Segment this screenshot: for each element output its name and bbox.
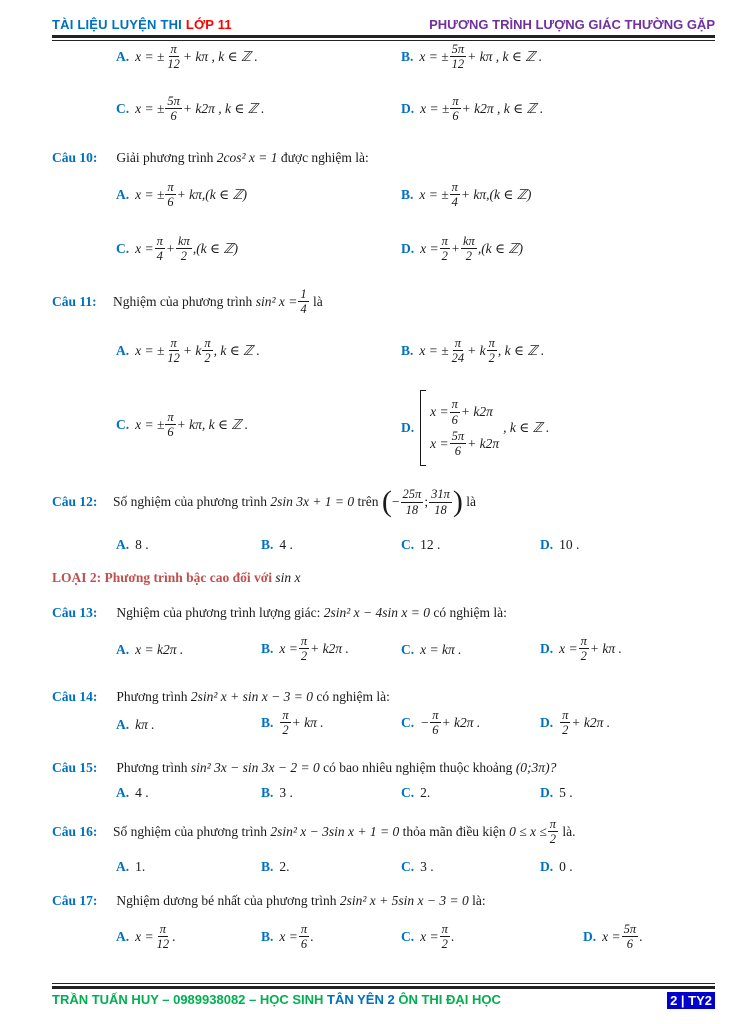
question-text: có bao nhiêu nghiệm thuộc khoảng (323, 760, 513, 775)
denominator: 6 (626, 937, 633, 952)
numerator: π (432, 708, 439, 722)
question-11 (52, 287, 323, 317)
denominator: 6 (170, 109, 177, 124)
denominator: 2 (549, 832, 556, 847)
footer-credit (52, 992, 501, 1007)
numerator: π (452, 94, 459, 108)
option-label: A. (116, 859, 130, 874)
denominator: 2 (488, 351, 495, 366)
question-text: là. (562, 823, 576, 839)
fraction (440, 234, 450, 264)
math: + kπ , k ∈ ℤ . (182, 48, 258, 64)
option-label: D. (540, 859, 554, 874)
option-label: C. (401, 537, 415, 552)
numerator: π (300, 922, 308, 936)
math: + k (467, 342, 486, 358)
math: x = ± (135, 186, 165, 202)
denominator: 4 (451, 195, 458, 210)
equation: sin² 3x − sin 3x − 2 = 0 (190, 760, 320, 775)
option-a (116, 336, 260, 366)
equation: 2sin² x + 5sin x − 3 = 0 (339, 893, 469, 908)
question-text: được nghiệm là: (280, 150, 369, 165)
math: x = (420, 928, 439, 944)
numerator: π (549, 817, 557, 831)
header-rule (52, 35, 715, 38)
option-value: 5 . (559, 785, 573, 800)
fraction (622, 922, 639, 952)
math: x = ± (135, 342, 165, 358)
math: + kπ . (589, 640, 622, 656)
option-label: D. (401, 420, 415, 435)
option-label: B. (261, 859, 274, 874)
math: + k (182, 342, 202, 358)
question-text: Nghiệm dương bé nhất của phương trình (116, 893, 337, 908)
option-label: A. (116, 537, 130, 552)
math: x = (430, 435, 449, 451)
system-bracket (420, 390, 426, 466)
option-c (116, 94, 265, 124)
denominator: 2 (204, 351, 211, 366)
math: , k ∈ ℤ . (213, 342, 260, 358)
math: x = (279, 640, 298, 656)
numerator: π (441, 922, 448, 936)
denominator: 2 (300, 649, 308, 664)
question-text: Số nghiệm của phương trình (113, 823, 267, 839)
page-number: 2 | TY2 (667, 992, 715, 1009)
option-d (540, 859, 573, 875)
question-text: là: (472, 893, 486, 908)
option-label: D. (540, 640, 554, 656)
option-label: A. (116, 717, 130, 732)
numerator: 1 (300, 287, 307, 301)
option-a (116, 922, 175, 952)
numerator: π (451, 397, 458, 412)
denominator: 12 (451, 57, 465, 72)
section-heading (52, 570, 300, 586)
math: x = (135, 240, 154, 256)
denominator: 12 (156, 937, 170, 952)
footer-rule-thin (52, 983, 715, 984)
math: + kπ,(k ∈ ℤ) (176, 186, 248, 202)
option-value: 4 . (279, 537, 293, 552)
option-a (116, 785, 149, 801)
denominator: 2 (465, 249, 473, 264)
denominator: 18 (405, 502, 419, 517)
question-10 (52, 150, 369, 166)
fraction (165, 94, 182, 124)
option-label: B. (401, 48, 414, 64)
option-c (401, 922, 454, 952)
numerator: π (562, 708, 569, 722)
option-d (540, 634, 622, 664)
separator: ; (424, 494, 429, 509)
numerator: 5π (167, 94, 180, 108)
option-value: 10 . (559, 537, 580, 552)
option-c (401, 708, 480, 738)
minus: − (391, 494, 400, 509)
question-text: trên (357, 494, 379, 509)
option-value: 3 . (279, 785, 293, 800)
option-label: B. (261, 785, 274, 800)
option-b (261, 708, 324, 738)
question-number: Câu 10: (52, 150, 98, 165)
section-title: LOẠI 2: Phương trình bậc cao đối với (52, 570, 272, 585)
numerator: π (451, 180, 458, 194)
option-c (116, 410, 248, 440)
fraction (579, 634, 589, 664)
fraction (155, 922, 172, 952)
math: + kπ, k ∈ ℤ . (176, 416, 249, 432)
math: x = ± (135, 416, 165, 432)
option-label: B. (261, 928, 274, 944)
math: x = ± (420, 100, 450, 116)
option-label: A. (116, 642, 130, 657)
option-label: C. (401, 859, 415, 874)
denominator: 6 (300, 937, 308, 952)
footer-school: TÂN YÊN 2 (327, 992, 395, 1007)
math: + (450, 240, 460, 256)
numerator: π (167, 180, 174, 194)
option-b (261, 859, 290, 875)
option-b (261, 922, 314, 952)
fraction (548, 817, 558, 847)
math: , k ∈ ℤ . (503, 420, 550, 435)
math: . (450, 928, 455, 944)
numerator: 5π (623, 922, 637, 936)
numerator: π (159, 922, 166, 936)
option-c (401, 537, 440, 553)
option-a (116, 717, 155, 733)
fraction (461, 234, 477, 264)
fraction (165, 42, 182, 72)
fraction (299, 634, 309, 664)
math: x = (602, 928, 621, 944)
math: + k2π , k ∈ ℤ . (182, 100, 265, 116)
fraction (299, 922, 309, 952)
fraction (429, 487, 452, 517)
math: x = (279, 928, 298, 944)
option-a (116, 642, 183, 658)
option-d (401, 234, 523, 264)
footer-author: TRẦN TUẤN HUY – 0989938082 – HỌC SINH (52, 992, 324, 1007)
option-a (116, 859, 145, 875)
header-grade: LỚP 11 (185, 17, 232, 32)
math: x = ± (419, 342, 449, 358)
option-label: C. (401, 714, 415, 730)
fraction (401, 487, 424, 517)
question-number: Câu 11: (52, 293, 97, 309)
fraction (202, 336, 212, 366)
question-text: Số nghiệm của phương trình (113, 494, 267, 509)
option-label: A. (116, 48, 130, 64)
fraction (450, 397, 460, 427)
question-text: là (312, 293, 323, 309)
option-label: C. (401, 642, 415, 657)
math: + k2π . (310, 640, 349, 656)
option-a (116, 180, 247, 210)
question-text: Nghiệm của phương trình lượng giác: (116, 605, 321, 620)
numerator: π (170, 42, 177, 56)
equation: 2sin² x + sin x − 3 = 0 (190, 689, 313, 704)
denominator: 12 (167, 351, 180, 366)
option-value: 1. (135, 859, 146, 874)
condition: 0 ≤ x ≤ (509, 823, 547, 839)
option-label: D. (401, 240, 415, 256)
math: , k ∈ ℤ . (497, 342, 545, 358)
option-d (540, 708, 610, 738)
system-row (430, 397, 499, 427)
question-17 (52, 893, 486, 909)
option-b (401, 336, 544, 366)
denominator: 4 (300, 302, 307, 317)
equation: 2sin 3x + 1 = 0 (270, 494, 355, 509)
denominator: 6 (454, 444, 461, 459)
fraction (280, 708, 290, 738)
denominator: 24 (451, 351, 465, 366)
option-value: x = kπ . (420, 642, 462, 657)
math: − (420, 714, 430, 730)
system-row (430, 429, 499, 459)
option-c (116, 234, 238, 264)
option-value: 12 . (420, 537, 441, 552)
math: ,(k ∈ ℤ) (477, 240, 523, 256)
option-label: D. (401, 100, 415, 116)
header-rule-thin (52, 40, 715, 41)
math: . (172, 928, 176, 944)
math: + kπ . (291, 714, 324, 730)
option-b (261, 634, 349, 664)
option-b (401, 42, 542, 72)
option-label: B. (261, 640, 274, 656)
option-label: B. (261, 714, 274, 730)
denominator: 2 (441, 249, 448, 264)
denominator: 6 (167, 425, 174, 440)
math: + k2π (460, 404, 493, 420)
option-label: D. (540, 785, 554, 800)
option-label: B. (261, 537, 274, 552)
option-label: C. (116, 100, 130, 116)
numerator: π (204, 336, 211, 350)
option-c (401, 785, 430, 801)
option-value: 4 . (135, 785, 149, 800)
math: x = (135, 928, 154, 944)
numerator: 31π (431, 487, 450, 502)
denominator: 4 (156, 249, 163, 264)
option-b (401, 180, 531, 210)
numerator: π (454, 336, 462, 350)
option-label: B. (401, 186, 414, 202)
numerator: π (580, 634, 587, 648)
option-value: 3 . (420, 859, 434, 874)
option-d (540, 537, 579, 553)
denominator: 2 (580, 649, 587, 664)
equation: 2sin² x − 4sin x = 0 (323, 605, 431, 620)
option-value: 0 . (559, 859, 573, 874)
numerator: π (441, 234, 448, 248)
option-c (401, 642, 461, 658)
denominator: 2 (282, 723, 289, 738)
math: x = ± (135, 48, 165, 64)
option-value: kπ . (135, 717, 155, 732)
option-label: C. (401, 785, 415, 800)
fraction (298, 287, 308, 317)
question-number: Câu 13: (52, 605, 98, 620)
denominator: 2 (562, 723, 569, 738)
math: + (165, 240, 175, 256)
denominator: 2 (441, 937, 448, 952)
interval: (0;3π)? (515, 760, 557, 775)
fraction (165, 410, 175, 440)
numerator: kπ (463, 234, 475, 248)
denominator: 12 (167, 57, 180, 72)
question-text: là (466, 494, 476, 509)
numerator: 5π (451, 42, 465, 56)
denominator: 6 (452, 109, 459, 124)
math: . (639, 928, 643, 944)
denominator: 2 (180, 249, 188, 264)
numerator: π (167, 410, 174, 424)
question-number: Câu 17: (52, 893, 98, 908)
section-math: sin x (275, 570, 301, 585)
math: ,(k ∈ ℤ) (192, 240, 238, 256)
paren-open: ( (381, 485, 392, 518)
question-15 (52, 760, 556, 776)
question-text: Giải phương trình (116, 150, 214, 165)
question-text: Nghiệm của phương trình (113, 293, 253, 309)
option-a (116, 537, 149, 553)
option-b (261, 537, 293, 553)
paren-close: ) (452, 485, 463, 518)
option-label: A. (116, 186, 130, 202)
option-d (540, 785, 573, 801)
footer-exam: ÔN THI ĐẠI HỌC (398, 992, 501, 1007)
option-label: A. (116, 928, 130, 944)
numerator: π (488, 336, 495, 350)
equation: 2cos² x = 1 (216, 150, 278, 165)
numerator: π (282, 708, 289, 722)
question-text: có nghiệm là: (316, 689, 390, 704)
fraction (176, 234, 192, 264)
option-label: C. (401, 928, 415, 944)
numerator: π (170, 336, 177, 350)
math: x = ± (135, 100, 165, 116)
numerator: kπ (178, 234, 190, 248)
option-label: C. (116, 240, 130, 256)
equation-system (420, 390, 499, 466)
fraction (430, 708, 440, 738)
math: x = (430, 404, 449, 420)
option-c (401, 859, 434, 875)
fraction (560, 708, 570, 738)
question-number: Câu 12: (52, 494, 98, 509)
question-16 (52, 817, 576, 847)
math: + kπ,(k ∈ ℤ) (460, 186, 532, 202)
math: + k2π . (571, 714, 611, 730)
math: x = (420, 240, 439, 256)
option-value: 2. (279, 859, 290, 874)
math: + k2π . (441, 714, 481, 730)
header-topic: PHƯƠNG TRÌNH LƯỢNG GIÁC THƯỜNG GẶP (429, 17, 715, 32)
question-number: Câu 16: (52, 823, 98, 839)
fraction (155, 234, 165, 264)
fraction (487, 336, 497, 366)
option-a (116, 42, 258, 72)
question-13 (52, 605, 507, 621)
question-text: Phương trình (116, 689, 188, 704)
math: . (310, 928, 314, 944)
fraction (450, 180, 460, 210)
header-left (52, 17, 232, 32)
question-number: Câu 15: (52, 760, 98, 775)
fraction (165, 336, 182, 366)
math: x = ± (419, 48, 449, 64)
equation: sin² x = (255, 293, 298, 309)
denominator: 18 (434, 502, 447, 517)
numerator: π (300, 634, 308, 648)
option-value: 8 . (135, 537, 149, 552)
math: + k2π (467, 435, 500, 451)
question-14 (52, 689, 390, 705)
page-header (52, 14, 715, 36)
denominator: 6 (167, 195, 174, 210)
fraction (450, 94, 460, 124)
denominator: 6 (432, 723, 439, 738)
option-label: D. (540, 537, 554, 552)
option-label: B. (401, 342, 414, 358)
option-d (401, 94, 543, 124)
option-b (261, 785, 293, 801)
question-text: Phương trình (116, 760, 188, 775)
fraction (450, 429, 467, 459)
option-value: 2. (420, 785, 431, 800)
option-label: D. (583, 928, 597, 944)
fraction (450, 336, 467, 366)
header-series: TÀI LIỆU LUYỆN THI (52, 17, 182, 32)
footer-rule (52, 986, 715, 989)
math: x = ± (419, 186, 449, 202)
denominator: 6 (451, 412, 458, 427)
numerator: 5π (451, 429, 465, 443)
page-footer (52, 992, 715, 1012)
fraction (450, 42, 467, 72)
question-12 (52, 485, 476, 519)
equation: 2sin² x − 3sin x + 1 = 0 (270, 823, 400, 839)
option-d (583, 922, 643, 952)
option-label: A. (116, 785, 130, 800)
option-label: C. (116, 416, 130, 432)
fraction (440, 922, 450, 952)
math: + kπ , k ∈ ℤ . (467, 48, 543, 64)
option-label: D. (540, 714, 554, 730)
question-text: có nghiệm là: (433, 605, 507, 620)
numerator: π (156, 234, 163, 248)
question-number: Câu 14: (52, 689, 98, 704)
option-d (401, 390, 549, 466)
fraction (165, 180, 175, 210)
question-text: thỏa mãn điều kiện (402, 823, 506, 839)
numerator: 25π (402, 487, 422, 502)
math: x = (559, 640, 578, 656)
math: + k2π , k ∈ ℤ . (461, 100, 544, 116)
option-label: A. (116, 342, 130, 358)
option-value: x = k2π . (135, 642, 184, 657)
